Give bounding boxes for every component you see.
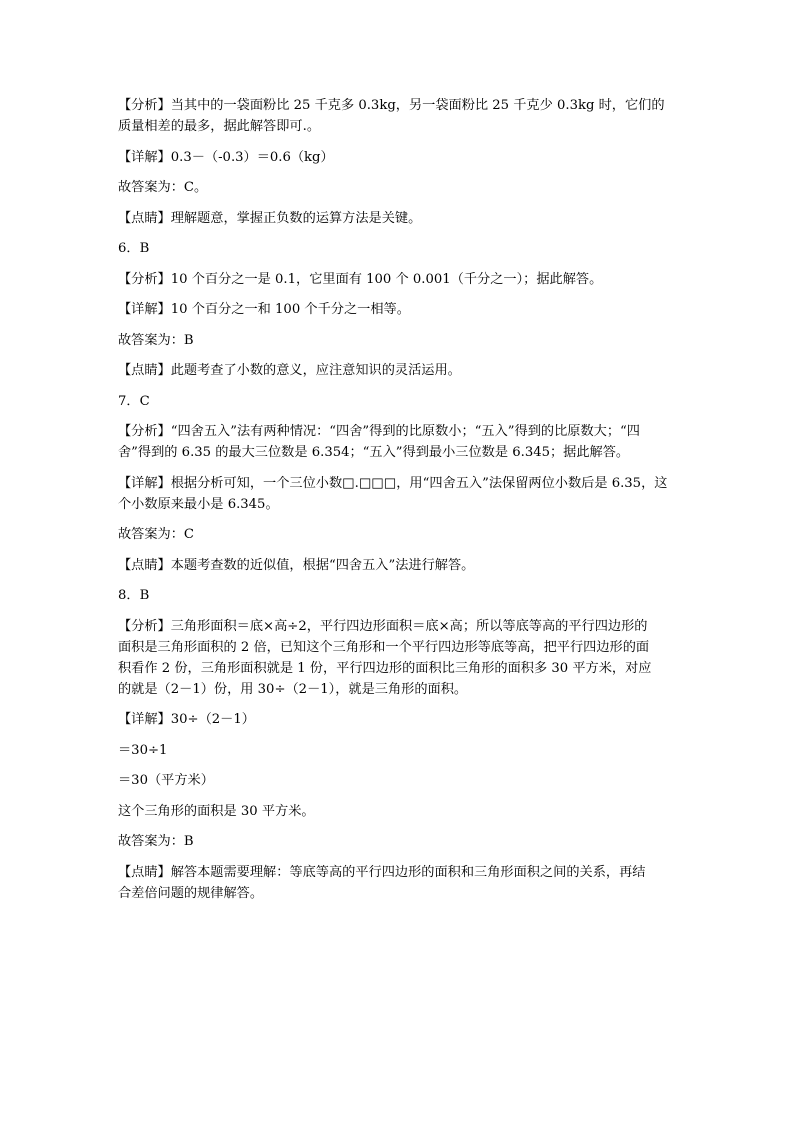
answer-explanations (118, 98, 678, 916)
text-line: 故答案为：C。 (118, 180, 208, 195)
text-line: 【点睛】此题考查了小数的意义，应注意知识的灵活运用。 (118, 363, 461, 378)
text-line: 8．B (118, 588, 150, 603)
text-line: 7．C (118, 393, 150, 409)
text-line: 面积是三角形面积的 2 倍，已知这个三角形和一个平行四边形等底等高，把平行四边形的面 (118, 639, 650, 655)
text-line: 故答案为：B (118, 834, 194, 849)
text-line: 【分析】10 个百分之一是 0.1，它里面有 100 个 0.001（千分之一）；据此解答。 (118, 271, 603, 287)
text-line: 故答案为：C (118, 527, 195, 542)
text-line: 合差倍问题的规律解答。 (118, 885, 264, 901)
text-line: ＝30÷1 (118, 742, 168, 758)
text-line: 【详解】10 个百分之一和 100 个千分之一相等。 (118, 302, 410, 317)
text-line: 故答案为：B (118, 332, 194, 348)
text-line: 【点睛】解答本题需要理解：等底等高的平行四边形的面积和三角形面积之间的关系，再结 (118, 864, 646, 880)
text-line: 【分析】三角形面积＝底×高÷2，平行四边形面积＝底×高；所以等底等高的平行四边形的 (118, 618, 648, 634)
text-line: 质量相差的最多，据此解答即可.。 (118, 119, 321, 134)
text-line: 的就是（2－1）份，用 30÷（2－1），就是三角形的面积。 (118, 681, 468, 697)
text-line: 这个三角形的面积是 30 平方米。 (118, 803, 315, 819)
text-line: 【点睛】理解题意，掌握正负数的运算方法是关键。 (118, 210, 422, 226)
text-line: 舍”得到的 6.35 的最大三位数是 6.354；“五入”得到最小三位数是 6.345；据此解答。 (118, 445, 630, 460)
text-line: ＝30（平方米） (118, 773, 214, 788)
text-line: 积看作 2 份，三角形面积就是 1 份，平行四边形的面积比三角形的面积多 30 平方米，对应 (118, 660, 652, 676)
text-line: 【详解】0.3－（-0.3）＝0.6（kg） (118, 149, 334, 165)
text-line: 【详解】根据分析可知，一个三位小数□.□□□，用“四舍五入”法保留两位小数后是 6.35，这 (118, 475, 668, 491)
text-line: 【分析】“四舍五入”法有两种情况：“四舍”得到的比原数小；“五入”得到的比原数大；“四 (118, 424, 640, 439)
text-line: 【详解】30÷（2－1） (118, 712, 255, 727)
text-line: 6．B (118, 241, 150, 256)
text-line: 【点睛】本题考查数的近似值，根据“四舍五入”法进行解答。 (118, 557, 475, 573)
text-line: 【分析】当其中的一袋面粉比 25 千克多 0.3kg，另一袋面粉比 25 千克少 0.3kg 时，它们的 (118, 98, 665, 113)
text-line: 个小数原来最小是 6.345。 (118, 496, 279, 512)
